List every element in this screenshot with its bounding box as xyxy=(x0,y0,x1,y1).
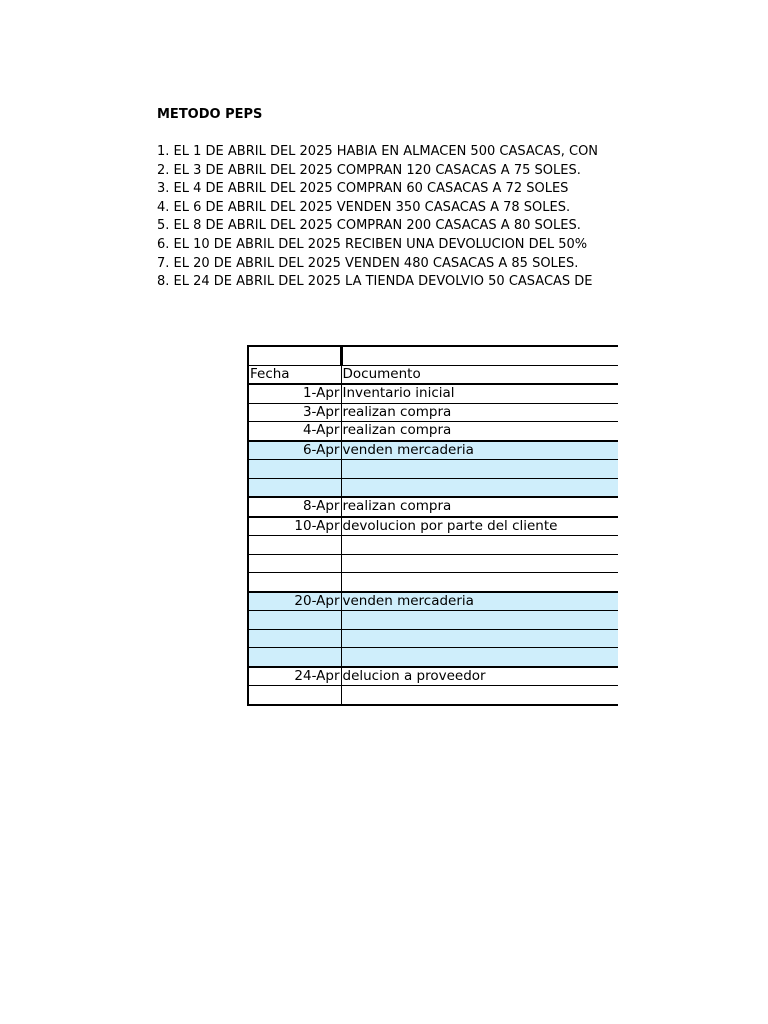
table-cell[interactable] xyxy=(248,346,341,365)
documento-cell[interactable] xyxy=(341,611,618,630)
table-row xyxy=(248,648,618,667)
statement-line: 1. EL 1 DE ABRIL DEL 2025 HABIA EN ALMACEN 500 CASACAS, CON xyxy=(157,144,599,159)
documento-cell[interactable]: realizan compra xyxy=(341,422,618,441)
documento-header[interactable]: Documento xyxy=(341,365,618,384)
problem-statement xyxy=(157,143,598,292)
table-row xyxy=(248,346,618,365)
statement-line: 7. EL 20 DE ABRIL DEL 2025 VENDEN 480 CASACAS A 85 SOLES. xyxy=(157,255,579,271)
table-row xyxy=(248,441,618,460)
table-row xyxy=(248,611,618,630)
fecha-cell[interactable] xyxy=(248,611,341,630)
page-title: METODO PEPS xyxy=(157,107,263,122)
fecha-cell[interactable]: 8-Apr xyxy=(248,497,341,517)
table-row xyxy=(248,497,618,517)
documento-cell[interactable] xyxy=(341,478,618,497)
fecha-cell[interactable] xyxy=(248,573,341,592)
statement-line: 8. EL 24 DE ABRIL DEL 2025 LA TIENDA DEVOLVIO 50 CASACAS DE xyxy=(157,274,593,290)
documento-cell[interactable] xyxy=(341,554,618,573)
documento-cell[interactable] xyxy=(341,460,618,479)
documento-cell[interactable]: realizan compra xyxy=(341,497,618,517)
fecha-cell[interactable]: 1-Apr xyxy=(248,384,341,403)
table-row xyxy=(248,536,618,555)
kardex-table xyxy=(247,345,618,706)
documento-cell[interactable] xyxy=(341,686,618,705)
documento-cell[interactable]: venden mercaderia xyxy=(341,592,618,611)
table-row xyxy=(248,517,618,536)
fecha-cell[interactable]: 10-Apr xyxy=(248,517,341,536)
fecha-cell[interactable]: 6-Apr xyxy=(248,441,341,460)
table-row xyxy=(248,667,618,686)
fecha-cell[interactable]: 3-Apr xyxy=(248,403,341,422)
fecha-cell[interactable]: 4-Apr xyxy=(248,422,341,441)
fecha-cell[interactable] xyxy=(248,478,341,497)
fecha-cell[interactable] xyxy=(248,629,341,648)
documento-cell[interactable]: venden mercaderia xyxy=(341,441,618,460)
fecha-cell[interactable] xyxy=(248,460,341,479)
statement-line: 4. EL 6 DE ABRIL DEL 2025 VENDEN 350 CASACAS A 78 SOLES. xyxy=(157,199,571,215)
table-row xyxy=(248,460,618,479)
documento-cell[interactable]: realizan compra xyxy=(341,403,618,422)
documento-cell[interactable] xyxy=(341,573,618,592)
documento-cell[interactable] xyxy=(341,629,618,648)
table-row xyxy=(248,384,618,403)
documento-cell[interactable]: devolucion por parte del cliente xyxy=(341,517,618,536)
table-row xyxy=(248,629,618,648)
table-row xyxy=(248,573,618,592)
table-row xyxy=(248,686,618,705)
fecha-cell[interactable]: 20-Apr xyxy=(248,592,341,611)
table-row xyxy=(248,422,618,441)
fecha-cell[interactable] xyxy=(248,554,341,573)
table-row xyxy=(248,592,618,611)
fecha-header[interactable]: Fecha xyxy=(248,365,341,384)
statement-line: 5. EL 8 DE ABRIL DEL 2025 COMPRAN 200 CASACAS A 80 SOLES. xyxy=(157,218,581,234)
documento-cell[interactable] xyxy=(341,536,618,555)
fecha-cell[interactable] xyxy=(248,686,341,705)
table-row xyxy=(248,478,618,497)
fecha-cell[interactable] xyxy=(248,648,341,667)
statement-line: 3. EL 4 DE ABRIL DEL 2025 COMPRAN 60 CASACAS A 72 SOLES xyxy=(157,181,569,197)
fecha-cell[interactable]: 24-Apr xyxy=(248,667,341,686)
table-row xyxy=(248,403,618,422)
header-row xyxy=(248,365,618,384)
table-row xyxy=(248,554,618,573)
documento-cell[interactable]: Inventario inicial xyxy=(341,384,618,403)
statement-line: 2. EL 3 DE ABRIL DEL 2025 COMPRAN 120 CASACAS A 75 SOLES. xyxy=(157,162,581,178)
documento-cell[interactable] xyxy=(341,648,618,667)
statement-line: 6. EL 10 DE ABRIL DEL 2025 RECIBEN UNA DEVOLUCION DEL 50% xyxy=(157,236,588,252)
fecha-cell[interactable] xyxy=(248,536,341,555)
documento-cell[interactable]: delucion a proveedor xyxy=(341,667,618,686)
table-cell[interactable] xyxy=(341,346,618,365)
